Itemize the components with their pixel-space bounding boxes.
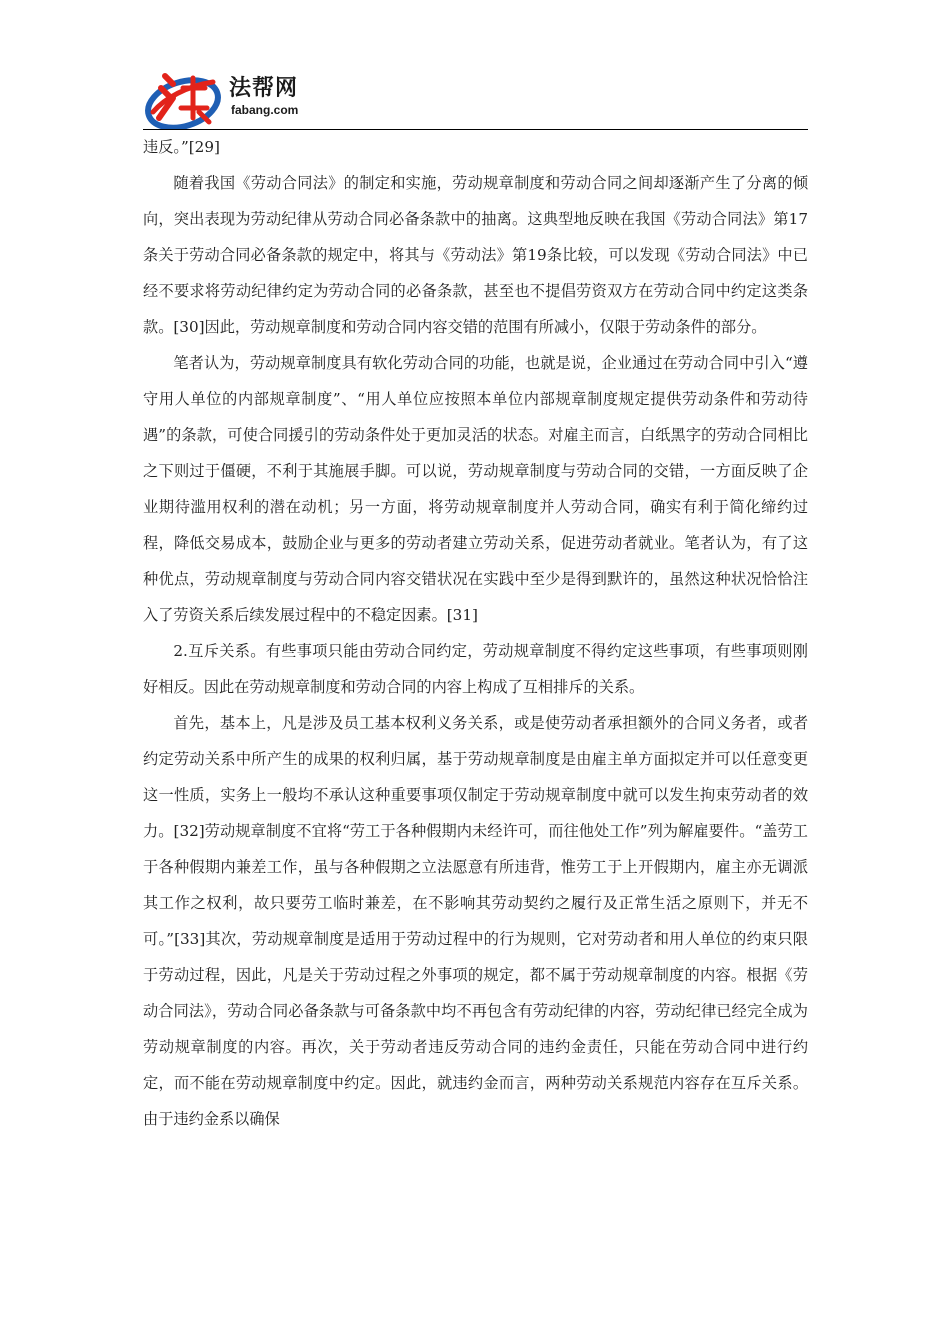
logo-url: fabang.com (231, 103, 299, 117)
paragraph: 笔者认为，劳动规章制度具有软化劳动合同的功能，也就是说，企业通过在劳动合同中引入“遵守用人单位的内部规章制度”、“用人单位应按照本单位内部规章制度规定提供劳动条件和劳动待遇”的条款，可使合同援引的劳动条件处于更加灵活的状态。对雇主而言，白纸黑字的劳动合同相比之下则过于僵硬，不利于其施展手脚。可以说，劳动规章制度与劳动合同的交错，一方面反映了企业期待滥用权利的潜在动机；另一方面，将劳动规章制度并人劳动合同，确实有利于简化缔约过程，降低交易成本，鼓励企业与更多的劳动者建立劳动关系，促进劳动者就业。笔者认为，有了这种优点，劳动规章制度与劳动合同内容交错状况在实践中至少是得到默许的，虽然这种状况恰恰注入了劳资关系后续发展过程中的不稳定因素。[31] (143, 354, 808, 624)
page-header (143, 62, 808, 130)
paragraph: 随着我国《劳动合同法》的制定和实施，劳动规章制度和劳动合同之间却逐渐产生了分离的倾向，突出表现为劳动纪律从劳动合同必备条款中的抽离。这典型地反映在我国《劳动合同法》第17条关于劳动合同必备条款的规定中，将其与《劳动法》第19条比较，可以发现《劳动合同法》中已经不要求将劳动纪律约定为劳动合同的必备条款，甚至也不提倡劳资双方在劳动合同中约定这类条款。[30]因此，劳动规章制度和劳动合同内容交错的范围有所减小，仅限于劳动条件的部分。 (143, 174, 808, 336)
paragraph: 首先，基本上，凡是涉及员工基本权利义务关系，或是使劳动者承担额外的合同义务者，或者约定劳动关系中所产生的成果的权利归属，基于劳动规章制度是由雇主单方面拟定并可以任意变更这一性质，实务上一般均不承认这种重要事项仅制定于劳动规章制度中就可以发生拘束劳动者的效力。[32]劳动规章制度不宜将“劳工于各种假期内未经许可，而往他处工作”列为解雇要件。“盖劳工于各种假期内兼差工作，虽与各种假期之立法愿意有所违背，惟劳工于上开假期内，雇主亦无调派其工作之权利，故只要劳工临时兼差，在不影响其劳动契约之履行及正常生活之原则下，并无不可。”[33]其次，劳动规章制度是适用于劳动过程中的行为规则，它对劳动者和用人单位的约束只限于劳动过程，因此，凡是关于劳动过程之外事项的规定，都不属于劳动规章制度的内容。根据《劳动合同法》，劳动合同必备条款与可备条款中均不再包含有劳动纪律的内容，劳动纪律已经完全成为劳动规章制度的内容。再次，关于劳动者违反劳动合同的违约金责任，只能在劳动合同中进行约定，而不能在劳动规章制度中约定。因此，就违约金而言，两种劳动关系规范内容存在互斥关系。由于违约金系以确保 (143, 714, 808, 1128)
paragraph: 违反。”[29] (143, 138, 220, 156)
fabang-logo-icon (143, 68, 221, 130)
paragraph: 2.互斥关系。有些事项只能由劳动合同约定，劳动规章制度不得约定这些事项，有些事项则刚好相反。因此在劳动规章制度和劳动合同的内容上构成了互相排斥的关系。 (143, 642, 808, 696)
logo-name: 法帮网 (229, 76, 299, 101)
body-text (143, 129, 808, 1137)
